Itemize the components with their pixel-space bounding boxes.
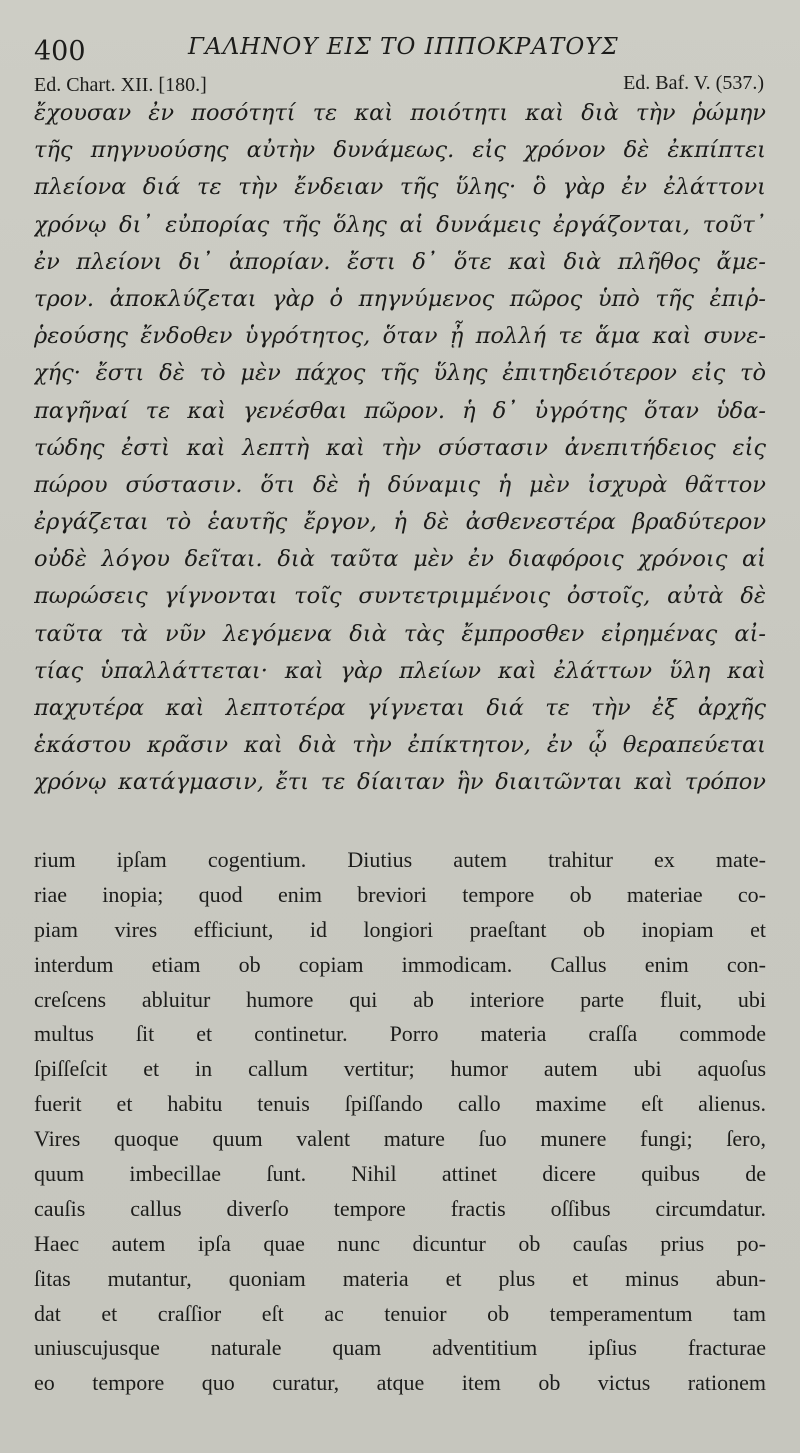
latin-line: uniuscujusque naturale quam adventitium ipſius fracturae — [34, 1335, 766, 1361]
latin-line: riae inopia; quod enim breviori tempore ob materiae co- — [34, 881, 766, 907]
latin-line: Vires quoque quum valent mature ſuo munere fungi; ſero, — [34, 1126, 766, 1152]
greek-line: πωρώσεις γίγνονται τοῖς συντετριμμένοις ὀστοῖς, αὐτὰ δὲ — [34, 583, 766, 610]
latin-text-block — [34, 843, 766, 1401]
latin-line: quum imbecillae ſunt. Nihil attinet dicere quibus de — [34, 1161, 766, 1187]
latin-line: piam vires efficiunt, id longiori praeſtant ob inopiam et — [34, 916, 766, 942]
page-number: 400 — [34, 36, 86, 67]
greek-line: ἐργάζεται τὸ ἑαυτῆς ἔργον, ἡ δὲ ἀσθενεστέρα βραδύτερον — [34, 509, 766, 536]
edition-reference-right: Ed. Baf. V. (537.) — [623, 72, 764, 94]
greek-line: πλείονα διά τε τὴν ἔνδειαν τῆς ὕλης· ὃ γὰρ ἐν ἐλάττονι — [34, 174, 766, 201]
greek-line: ταῦτα τὰ νῦν λεγόμενα διὰ τὰς ἔμπροσθεν εἰρημένας αἰ- — [34, 620, 766, 647]
latin-line: ſpiſſeſcit et in callum vertitur; humor autem ubi aquoſus — [34, 1056, 766, 1082]
greek-line: ἔχουσαν ἐν ποσότητί τε καὶ ποιότητι καὶ διὰ τὴν ῥώμην — [34, 100, 766, 126]
greek-line: παχυτέρα καὶ λεπτοτέρα γίγνεται διά τε τὴν ἐξ ἀρχῆς — [34, 695, 766, 721]
latin-line: ſitas mutantur, quoniam materia et plus et minus abun- — [34, 1265, 766, 1291]
greek-line: ῥεούσης ἔνδοθεν ὑγρότητος, ὅταν ᾖ πολλή τε ἅμα καὶ συνε- — [34, 323, 766, 350]
latin-line: dat et craſſior eſt ac tenuior ob temperamentum tam — [34, 1300, 766, 1326]
greek-line: παγῆναί τε καὶ γενέσθαι πῶρον. ἡ δ᾽ ὑγρότης ὅταν ὑδα- — [34, 397, 766, 424]
greek-line: πώρου σύστασιν. ὅτι δὲ ἡ δύναμις ἡ μὲν ἰσχυρὰ θᾶττον — [34, 471, 766, 498]
latin-line: eo tempore quo curatur, atque item ob victus rationem — [34, 1370, 766, 1396]
latin-line: Haec autem ipſa quae nunc dicuntur ob cauſas prius po- — [34, 1230, 766, 1256]
greek-line: ἐν πλείονι δι᾽ ἀπορίαν. ἔστι δ᾽ ὅτε καὶ διὰ πλῆθος ἄμε- — [34, 248, 766, 275]
latin-line: creſcens abluitur humore qui ab interiore parte fluit, ubi — [34, 986, 766, 1012]
running-head: ΓΑΛΗΝΟΥ ΕΙΣ ΤΟ ΙΠΠΟΚΡΑΤΟΥΣ — [188, 34, 619, 60]
latin-line: interdum etiam ob copiam immodicam. Callus enim con- — [34, 951, 766, 977]
greek-line: τρον. ἀποκλύζεται γὰρ ὁ πηγνύμενος πῶρος ὑπὸ τῆς ἐπιῤ- — [34, 285, 766, 312]
latin-line: cauſis callus diverſo tempore fractis oſſibus circumdatur. — [34, 1195, 766, 1221]
greek-line: χής· ἔστι δὲ τὸ μὲν πάχος τῆς ὕλης ἐπιτηδειότερον εἰς τὸ — [34, 360, 766, 387]
greek-line: χρόνῳ δι᾽ εὐπορίας τῆς ὅλης αἱ δυνάμεις ἐργάζονται, τοῦτ᾽ — [34, 211, 766, 238]
greek-line: ἑκάστου κρᾶσιν καὶ διὰ τὴν ἐπίκτητον, ἐν ᾧ θεραπεύεται — [34, 732, 766, 759]
greek-line: χρόνῳ κατάγμασιν, ἔτι τε δίαιταν ἣν διαιτῶνται καὶ τρόπον — [34, 769, 766, 796]
latin-line: multus ſit et continetur. Porro materia craſſa commode — [34, 1021, 766, 1047]
latin-line: rium ipſam cogentium. Diutius autem trahitur ex mate- — [34, 847, 766, 872]
latin-line: fuerit et habitu tenuis ſpiſſando callo maxime eſt alienus. — [34, 1091, 766, 1117]
greek-line: τῆς πηγνυούσης αὐτὴν δυνάμεως. εἰς χρόνον δὲ ἐκπίπτει — [34, 137, 766, 164]
greek-line: οὐδὲ λόγου δεῖται. διὰ ταῦτα μὲν ἐν διαφόροις χρόνοις αἱ — [34, 546, 766, 573]
greek-text-block — [34, 95, 766, 802]
greek-line: τώδης ἐστὶ καὶ λεπτὴ καὶ τὴν σύστασιν ἀνεπιτήδειος εἰς — [34, 434, 766, 461]
edition-reference-left: Ed. Chart. XII. [180.] — [34, 74, 207, 96]
greek-line: τίας ὑπαλλάττεται· καὶ γὰρ πλείων καὶ ἐλάττων ὕλη καὶ — [34, 657, 766, 684]
